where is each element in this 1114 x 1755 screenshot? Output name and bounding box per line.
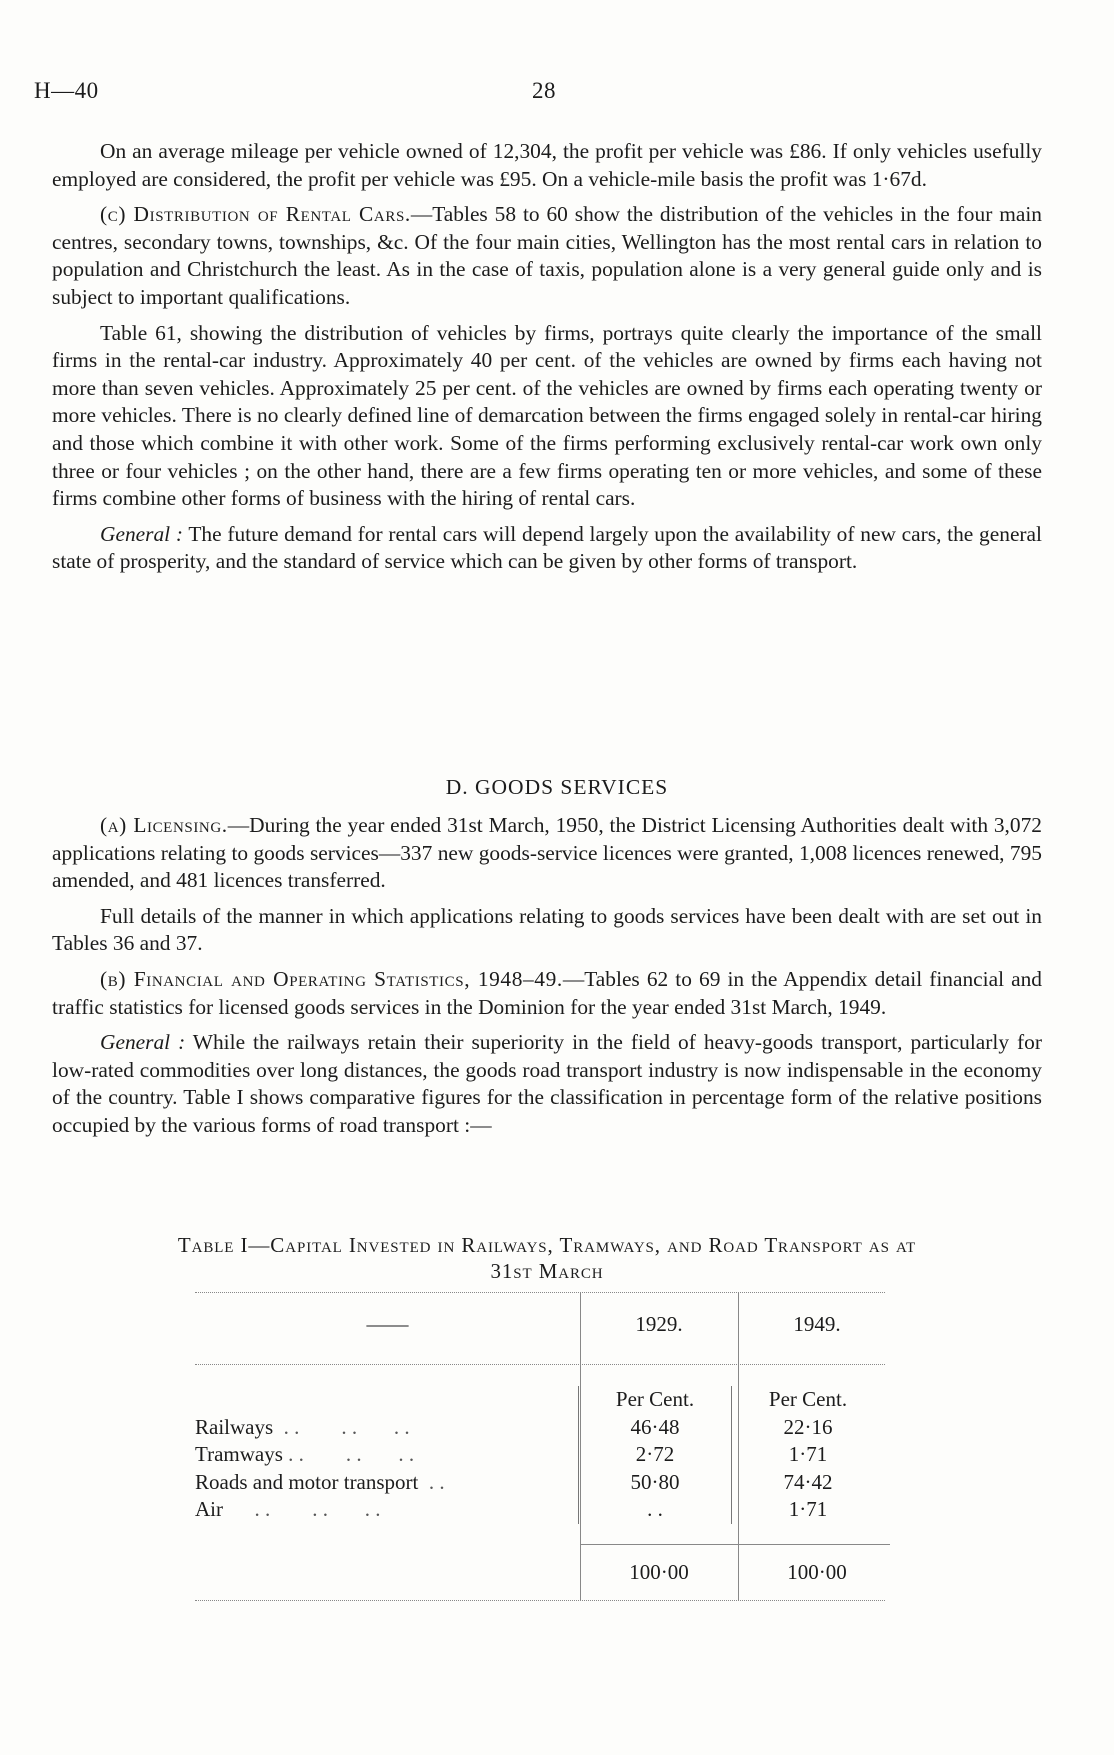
table-title-line1: Table I—Capital Invested in Railways, Tramways, and Road Transport as at <box>177 1233 917 1257</box>
paragraph-general-rental <box>52 521 1042 576</box>
leader-dots: . . . . . . <box>273 1414 410 1439</box>
report-code: H—40 <box>34 78 99 103</box>
general-label: General : <box>100 521 183 546</box>
table-stub-header: —— <box>366 1312 409 1336</box>
roads-1949: 74·42 <box>732 1469 885 1497</box>
table-header-rule <box>195 1364 885 1365</box>
paragraph-full-details: Full details of the manner in which applications relating to goods services have been dealt with are set out in Tables 36 and 37. <box>52 903 1042 956</box>
railways-1949: 22·16 <box>732 1414 885 1442</box>
table-row <box>195 1441 884 1469</box>
financial-body: —Tables 62 to 69 in the Appendix detail financial and traffic statistics for licensed goods services in the Dominion for the year ended 31st March, 1949. <box>52 966 1042 1019</box>
unit-1949: Per Cent. <box>732 1386 885 1414</box>
licensing-body: —During the year ended 31st March, 1950, the District Licensing Authorities dealt with 3,072 applications relating to goods services—337 new goods-service licences were granted, 1,008 licences renewed, 795 amended, and 481 licences transferred. <box>52 813 1042 893</box>
table-title <box>52 1232 1042 1284</box>
general-rental-body: The future demand for rental cars will depend largely upon the availability of new cars, the general state of prosperity, and the standard of service which can be given by other forms of transport. <box>52 521 1042 574</box>
tramways-1949: 1·71 <box>732 1441 885 1469</box>
table-bottom-rule <box>195 1600 885 1601</box>
paragraph-profit: On an average mileage per vehicle owned of 12,304, the profit per vehicle was £86. If only vehicles usefully employed are considered, the profit per vehicle was £95. On a vehicle-mile basis the profit was 1·67d. <box>52 139 1042 191</box>
air-1949: 1·71 <box>732 1496 885 1524</box>
tramways-1929: 2·72 <box>579 1441 732 1469</box>
capital-invested-table <box>195 1386 884 1524</box>
railways-1929: 46·48 <box>579 1414 732 1442</box>
paragraph-licensing <box>52 812 1042 895</box>
row-label-railways: Railways <box>195 1414 274 1439</box>
row-label-roads: Roads and motor transport <box>195 1469 419 1494</box>
column-header-1929: 1929. <box>635 1312 683 1336</box>
air-1929: . . <box>579 1496 732 1524</box>
unit-1929: Per Cent. <box>579 1386 732 1414</box>
row-label-air: Air <box>195 1497 223 1521</box>
rental-cars-text <box>52 138 1042 584</box>
leader-dots: . . . . . . <box>282 1442 415 1466</box>
general-goods-label: General : <box>100 1030 186 1055</box>
distribution-heading: (c) Distribution of Rental Cars. <box>100 202 411 227</box>
row-label-tramways: Tramways <box>195 1442 283 1466</box>
totals-rule <box>580 1544 890 1545</box>
total-1929: 100·00 <box>629 1560 689 1584</box>
financial-heading: (b) Financial and Operating Statistics, 1948–49. <box>100 966 563 991</box>
licensing-heading: (a) Licensing. <box>100 813 228 837</box>
distribution-body: —Tables 58 to 60 show the distribution of the vehicles in the four main centres, secondary towns, townships, &c. Of the four main cities, Wellington has the most rental cars in relation to population and Christchurch the least. As in the case of taxis, population alone is a very general guide only and is subject to important qualifications. <box>52 202 1042 309</box>
paragraph-general-goods <box>52 1029 1042 1139</box>
roads-1929: 50·80 <box>579 1469 732 1497</box>
leader-dots: . . <box>418 1469 445 1494</box>
table-row-unit <box>195 1386 884 1414</box>
general-goods-body: While the railways retain their superiority in the field of heavy-goods transport, particularly for low-rated commodities over long distances, the goods road transport industry is now indispensable in the economy of the country. Table I shows comparative figures for the classification in percentage form of the relative positions occupied by the various forms of road transport :— <box>52 1030 1042 1137</box>
section-heading-goods-services: D. GOODS SERVICES <box>445 775 669 799</box>
leader-dots: . . . . . . <box>223 1497 381 1521</box>
paragraph-firms: Table 61, showing the distribution of vehicles by firms, portrays quite clearly the importance of the small firms in the rental-car industry. Approximately 40 per cent. of the vehicles are owned by firms each having not more than seven vehicles. Approximately 25 per cent. of the vehicles are owned by firms each operating twenty or more vehicles. There is no clearly defined line of demarcation between the firms engaged solely in rental-car hiring and those which combine it with other work. Some of the firms performing exclusively rental-car work own only three or four vehicles ; on the other hand, there are a few firms operating ten or more vehicles, and some of these firms combine other forms of business with the hiring of rental cars. <box>52 320 1042 511</box>
table-title-line2: 31st March <box>490 1259 604 1283</box>
paragraph-financial <box>52 966 1042 1021</box>
goods-services-text <box>52 812 1042 1148</box>
table-row <box>195 1469 884 1497</box>
total-1949: 100·00 <box>787 1560 847 1584</box>
table-row <box>195 1496 884 1524</box>
paragraph-distribution <box>52 201 1042 311</box>
page-number: 28 <box>532 78 556 103</box>
column-header-1949: 1949. <box>793 1312 841 1336</box>
table-top-rule <box>195 1292 885 1293</box>
table-row <box>195 1414 884 1442</box>
